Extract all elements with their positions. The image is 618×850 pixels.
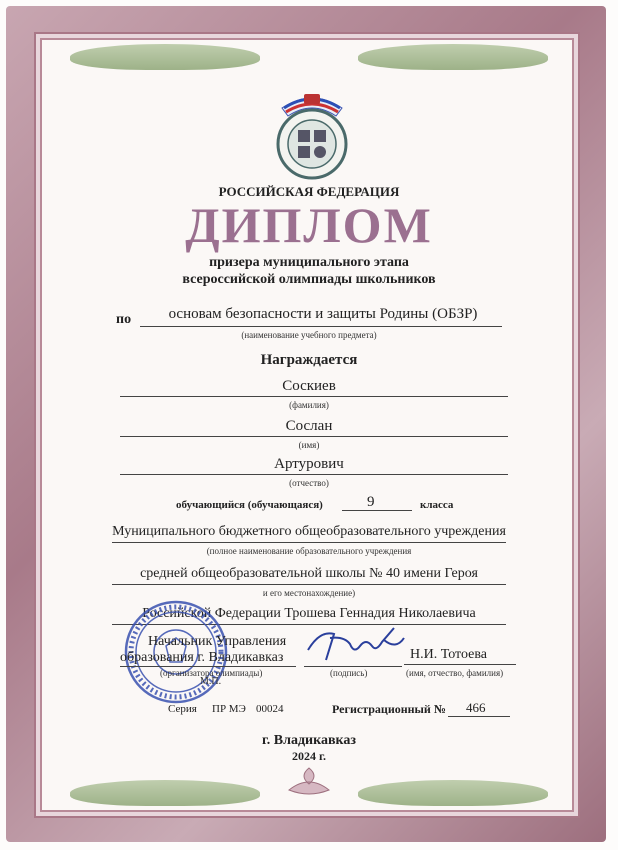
- top-ribbon-left: [70, 44, 260, 70]
- bottom-ribbon-right: [358, 780, 548, 806]
- top-ribbon-right: [358, 44, 548, 70]
- registration-number: 466: [466, 700, 486, 715]
- signer-underline: [404, 664, 516, 665]
- institution-caption-1: (полное наименование образовательного учреждения: [206, 546, 412, 556]
- institution-underline-2: [112, 584, 506, 585]
- series-label: Серия: [168, 703, 197, 715]
- country-label: РОССИЙСКАЯ ФЕДЕРАЦИЯ: [218, 184, 400, 199]
- institution-line-2: средней общеобразовательной школы № 40 имени Героя: [140, 566, 478, 581]
- grade-value: 9: [367, 494, 375, 510]
- subject-value: основам безопасности и защиты Родины (ОБЗР): [168, 306, 478, 322]
- name-value: Сослан: [285, 418, 333, 434]
- signer-name: Н.И. Тотоева: [410, 647, 487, 662]
- ornament-icon: [279, 764, 339, 798]
- bottom-ribbon-left: [70, 780, 260, 806]
- surname-caption: (фамилия): [289, 400, 329, 410]
- name-underline: [120, 436, 508, 437]
- footer-city: г. Владикавказ: [261, 733, 356, 748]
- institution-underline-1: [112, 542, 506, 543]
- institution-caption-2: и его местонахождение): [262, 588, 356, 598]
- institution-line-1: Муниципального бюджетного общеобразовательного учреждения: [112, 524, 506, 539]
- position-underline: [120, 666, 296, 667]
- series-number: 00024: [256, 703, 284, 715]
- grade-prefix: обучающийся (обучающаяся): [176, 499, 323, 511]
- subject-prefix: по: [116, 312, 132, 327]
- registration-label: Регистрационный №: [332, 702, 446, 716]
- handwritten-signature-icon: [300, 620, 410, 668]
- surname-value: Соскиев: [282, 378, 336, 394]
- signature-caption: (подпись): [330, 668, 368, 678]
- series-value: ПР МЭ: [212, 703, 246, 715]
- olympiad-emblem-icon: [264, 86, 360, 182]
- subtitle-line-1: призера муниципального этапа: [209, 255, 409, 270]
- grade-suffix: класса: [420, 499, 454, 511]
- patronymic-value: Артурович: [274, 456, 344, 472]
- position-caption: (организатора олимпиады): [160, 668, 263, 678]
- signature-underline: [304, 666, 402, 667]
- subject-underline: [140, 326, 502, 327]
- patronymic-underline: [120, 474, 508, 475]
- signer-caption: (имя, отчество, фамилия): [406, 668, 504, 678]
- subject-caption: (наименование учебного предмета): [241, 330, 377, 340]
- signer-position-line-1: Начальник Управления: [148, 634, 287, 649]
- footer-year: 2024 г.: [291, 749, 327, 763]
- grade-underline: [342, 510, 412, 511]
- subtitle-line-2: всероссийской олимпиады школьников: [182, 272, 436, 287]
- institution-line-3: Российской Федерации Трошева Геннадия Николаевича: [142, 606, 476, 621]
- patronymic-caption: (отчество): [289, 478, 329, 488]
- registration-underline: [448, 716, 510, 717]
- surname-underline: [120, 396, 508, 397]
- awarded-heading: Награждается: [260, 352, 358, 368]
- stamp-mark: М.П.: [200, 676, 222, 687]
- diploma-title: ДИПЛОМ: [185, 197, 433, 253]
- signer-position-line-2: образования г. Владикавказ: [120, 650, 284, 665]
- name-caption: (имя): [298, 440, 320, 450]
